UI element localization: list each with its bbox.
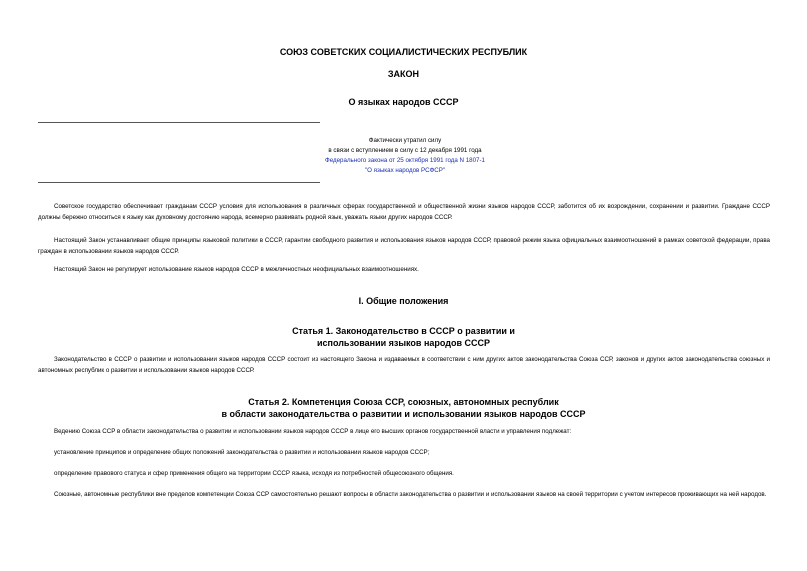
law-title: О языках народов СССР: [348, 97, 459, 107]
status-note-line2: в связи с вступлением в силу с 12 декабря 1991 года: [328, 147, 482, 154]
status-note: [260, 136, 550, 176]
article2-paragraph-3: определение правового статуса и сфер применения общего на территории СССР языка, исходя из потребностей общесоюзного общения.: [54, 470, 454, 477]
preamble-paragraph-3: Настоящий Закон не регулирует использование языков народов СССР в межличностных неофициальных взаимоотношениях.: [54, 266, 419, 273]
divider-top: [38, 122, 320, 123]
article2-title: [0, 396, 807, 420]
article2-paragraph-1: Ведению Союза ССР в области законодательства о развитии и использовании языков народов СССР в лице его высших органов государственной власти и управления подлежат:: [54, 428, 572, 435]
repeal-law-link[interactable]: Федерального закона от 25 октября 1991 года N 1807-1: [325, 157, 485, 164]
repeal-law-link-title[interactable]: "О языках народов РСФСР": [364, 167, 446, 174]
article2-title-line1: Статья 2. Компетенция Союза ССР, союзных, автономных республик: [248, 397, 559, 407]
article2-paragraph-4: Союзные, автономные республики вне пределов компетенции Союза ССР самостоятельно решают вопросы в области законодательства о развитии и использовании языков на своей территории с учетом интересов проживающих на ней народов.: [54, 491, 767, 498]
article1-text: Законодательство в СССР о развитии и использовании языков народов СССР состоит из настоящего Закона и издаваемых в соответствии с ним других актов законодательства Союза ССР, законов и других актов законодательства союзных и автономных республик о развитии и использовании языков народов СССР.: [38, 356, 770, 374]
status-note-line1: Фактически утратил силу: [368, 137, 442, 144]
union-heading: СОЮЗ СОВЕТСКИХ СОЦИАЛИСТИЧЕСКИХ РЕСПУБЛИК: [279, 47, 528, 57]
article1-title-line1: Статья 1. Законодательство в СССР о развитии и: [292, 326, 515, 336]
law-heading: ЗАКОН: [387, 69, 420, 79]
article2-title-line2: в области законодательства о развитии и использовании языков народов СССР: [221, 409, 586, 419]
article1-title-line2: использовании языков народов СССР: [316, 338, 491, 348]
divider-bottom: [38, 182, 320, 183]
article2-paragraph-2: установление принципов и определение общих положений законодательства о развитии и использовании языков народов СССР;: [54, 449, 430, 456]
section-title: I. Общие положения: [358, 296, 449, 306]
preamble-paragraph-1: Советское государство обеспечивает гражданам СССР условия для использования в различных сферах государственной и общественной жизни языков народов СССР, заботится об их возрождении, сохранении и развитии. Граждане СССР должны бережно относиться к языку как духовному достоянию народа, всемерно развивать родной язык, уважать языки других народов СССР.: [38, 203, 770, 221]
preamble-paragraph-2: Настоящий Закон устанавливает общие принципы языковой политики в СССР, гарантии свободного развития и использования языков народов СССР, правовой режим языка официальных взаимоотношений в рамках советской федерации, права граждан в использовании языков народов СССР.: [38, 237, 770, 255]
article1-title: [0, 325, 807, 349]
